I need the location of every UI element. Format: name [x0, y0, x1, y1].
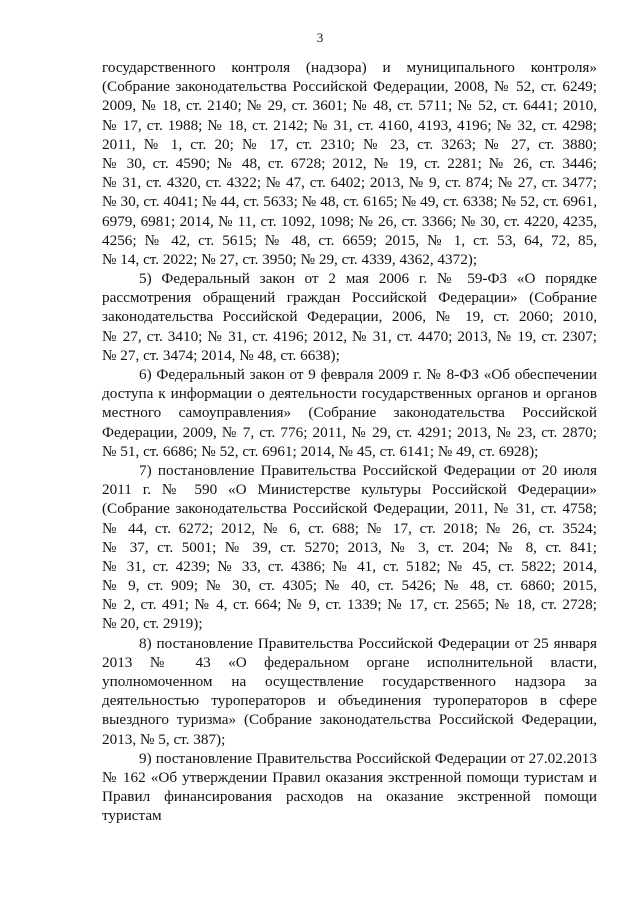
text-line: рассмотрения обращений граждан Российской Федерации» (Собрание [102, 289, 597, 307]
text-line: № 37, ст. 5001; № 39, ст. 5270; 2013, № 3, ст. 204; № 8, ст. 841; [102, 538, 597, 556]
text-line: № 20, ст. 2919); [102, 615, 203, 633]
text-line: местного самоуправления» (Собрание законодательства Российской [102, 404, 597, 422]
text-line: 8) постановление Правительства Российской Федерации от 25 января [139, 634, 597, 652]
text-line: законодательства Российской Федерации, 2006, № 19, ст. 2060; 2010, [102, 308, 597, 326]
text-line: № 30, ст. 4041; № 44, ст. 5633; № 48, ст. 6165; № 49, ст. 6338; № 52, ст. 6961, [102, 193, 597, 211]
text-line: Правил финансирования расходов на оказание экстренной помощи туристам [102, 788, 597, 825]
text-line: № 51, ст. 6686; № 52, ст. 6961; 2014, № 45, ст. 6141; № 49, ст. 6928); [102, 442, 539, 460]
text-line: выездного туризма» (Собрание законодательства Российской Федерации, [102, 711, 597, 729]
text-line: 5) Федеральный закон от 2 мая 2006 г. № 59-ФЗ «О порядке [139, 270, 597, 288]
text-line: № 27, ст. 3474; 2014, № 48, ст. 6638); [102, 346, 340, 364]
text-line: 6979, 6981; 2014, № 11, ст. 1092, 1098; № 26, ст. 3366; № 30, ст. 4220, 4235, [102, 212, 597, 230]
text-line: № 9, ст. 909; № 30, ст. 4305; № 40, ст. 5426; № 48, ст. 6860; 2015, [102, 577, 597, 595]
text-line: 4256; № 42, ст. 5615; № 48, ст. 6659; 2015, № 1, ст. 53, 64, 72, 85, [102, 231, 597, 249]
text-line: деятельностью туроператоров и объединения туроператоров в сфере [102, 692, 597, 710]
text-line: Федерации, 2009, № 7, ст. 776; 2011, № 29, ст. 4291; 2013, № 23, ст. 2870; [102, 423, 597, 441]
text-line: доступа к информации о деятельности государственных органов и органов [102, 385, 597, 403]
text-line: № 44, ст. 6272; 2012, № 6, ст. 688; № 17, ст. 2018; № 26, ст. 3524; [102, 519, 597, 537]
document-body [102, 58, 597, 825]
text-line: № 31, ст. 4320, ст. 4322; № 47, ст. 6402; 2013, № 9, ст. 874; № 27, ст. 3477; [102, 174, 597, 192]
text-line: 6) Федеральный закон от 9 февраля 2009 г. № 8-ФЗ «Об обеспечении [139, 366, 597, 383]
text-line: 9) постановление Правительства Российской Федерации от 27.02.2013 [139, 749, 597, 767]
text-line: 2011, № 1, ст. 20; № 17, ст. 2310; № 23, ст. 3263; № 27, ст. 3880; [102, 135, 597, 153]
text-line: (Собрание законодательства Российской Федерации, 2011, № 31, ст. 4758; [102, 500, 597, 518]
text-line: № 31, ст. 4239; № 33, ст. 4386; № 41, ст. 5182; № 45, ст. 5822; 2014, [102, 557, 597, 575]
text-line: № 17, ст. 1988; № 18, ст. 2142; № 31, ст. 4160, 4193, 4196; № 32, ст. 4298; [102, 116, 597, 134]
text-line: 2013 № 43 «О федеральном органе исполнительной власти, [102, 653, 597, 671]
text-line: 7) постановление Правительства Российской Федерации от 20 июля [139, 461, 597, 479]
text-line: № 30, ст. 4590; № 48, ст. 6728; 2012, № 19, ст. 2281; № 26, ст. 3446; [102, 154, 597, 172]
text-line: № 162 «Об утверждении Правил оказания экстренной помощи туристам и [102, 768, 597, 786]
text-line: 2013, № 5, ст. 387); [102, 730, 226, 748]
text-line: № 27, ст. 3410; № 31, ст. 4196; 2012, № 31, ст. 4470; 2013, № 19, ст. 2307; [102, 327, 597, 345]
text-line: (Собрание законодательства Российской Федерации, 2008, № 52, ст. 6249; [102, 78, 597, 96]
text-line: 2009, № 18, ст. 2140; № 29, ст. 3601; № 48, ст. 5711; № 52, ст. 6441; 2010, [102, 97, 597, 115]
text-line: 2011 г. № 590 «О Министерстве культуры Российской Федерации» [102, 481, 597, 499]
text-line: государственного контроля (надзора) и муниципального контроля» [102, 59, 597, 76]
text-line: № 2, ст. 491; № 4, ст. 664; № 9, ст. 1339; № 17, ст. 2565; № 18, ст. 2728; [102, 596, 597, 614]
page-number: 3 [316, 30, 324, 45]
text-line: № 14, ст. 2022; № 27, ст. 3950; № 29, ст. 4339, 4362, 4372); [102, 250, 478, 268]
text-line: уполномоченном на осуществление государственного надзора за [102, 673, 597, 690]
